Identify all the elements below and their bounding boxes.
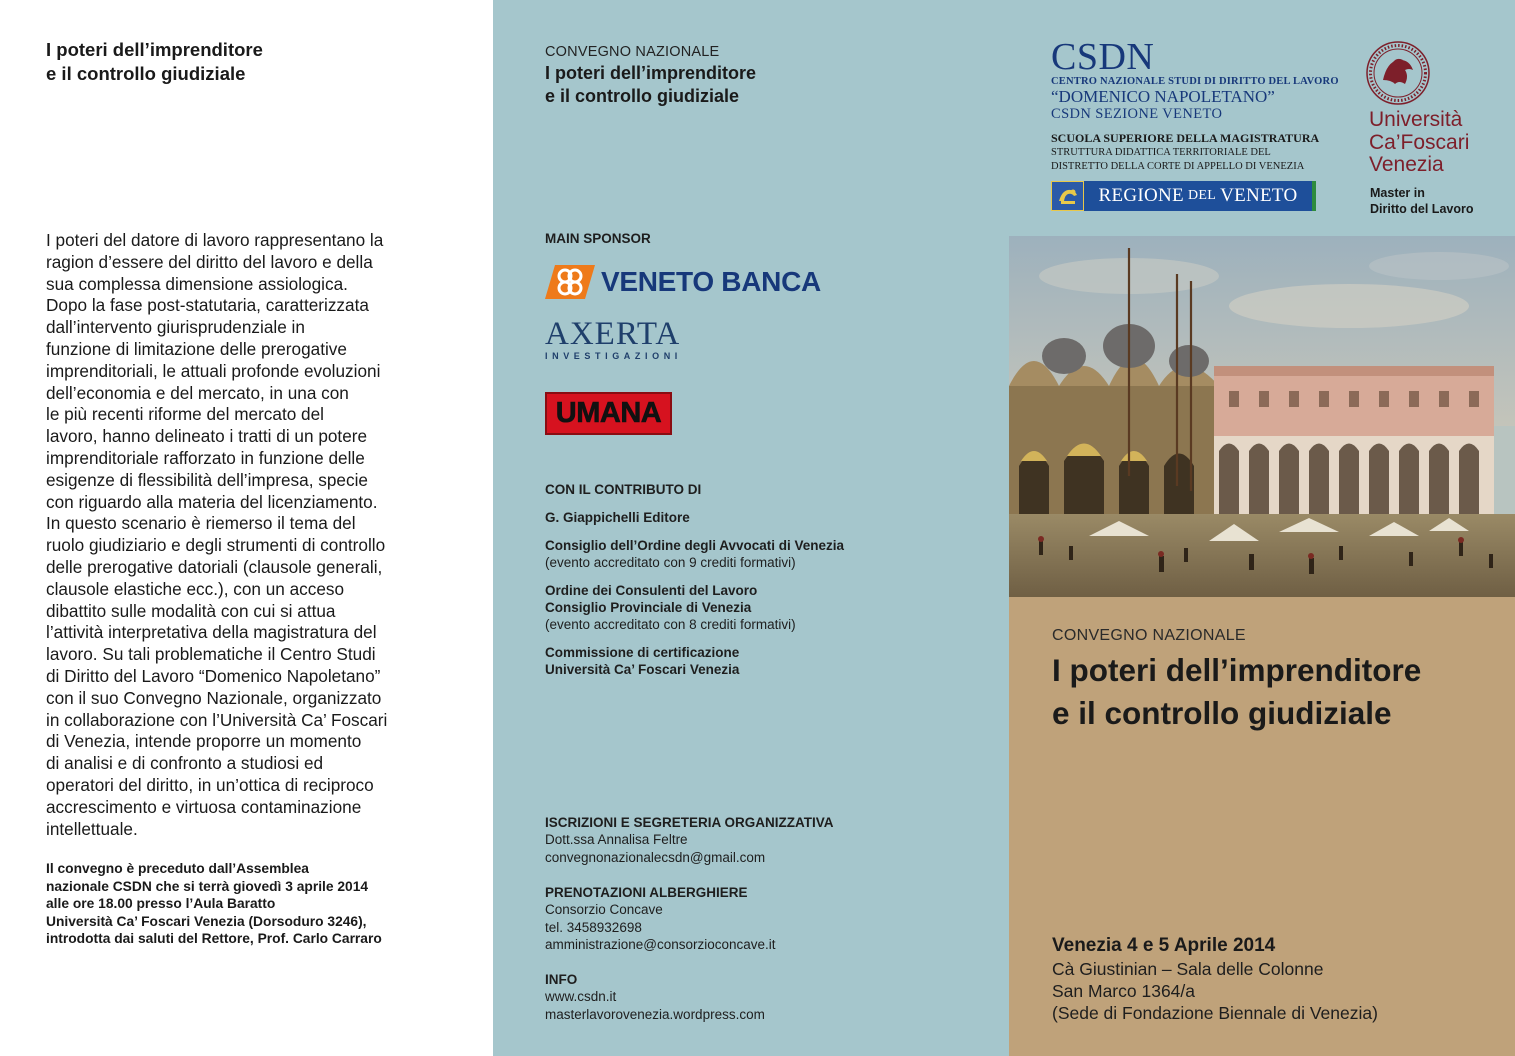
intro-line-16: delle prerogative datoriali (clausole generali, bbox=[46, 556, 383, 577]
ssm-block bbox=[1051, 131, 1319, 173]
main-sponsor-label: MAIN SPONSOR bbox=[545, 231, 651, 246]
event-venue-line-3: (Sede di Fondazione Biennale di Venezia) bbox=[1052, 1003, 1378, 1023]
left-title-line-2: e il controllo giudiziale bbox=[46, 63, 246, 84]
intro-line-21: di Diritto del Lavoro “Domenico Napoletano” bbox=[46, 665, 381, 686]
assembly-note bbox=[46, 860, 382, 948]
intro-line-23: in collaborazione con l’Università Ca’ Foscari bbox=[46, 709, 388, 730]
convention-title-line-2: e il controllo giudiziale bbox=[545, 85, 740, 106]
iscrizioni-email-link[interactable]: convegnonazionalecsdn@gmail.com bbox=[545, 849, 766, 865]
assembly-note-line-1: Il convegno è preceduto dall’Assemblea bbox=[46, 861, 309, 876]
contrib-consulenti-line-1: Ordine dei Consulenti del Lavoro bbox=[545, 583, 758, 598]
event-date: Venezia 4 e 5 Aprile 2014 bbox=[1052, 935, 1276, 956]
middle-panel bbox=[493, 0, 1009, 1056]
intro-line-8: dell’economia e del mercato, in una con bbox=[46, 382, 349, 403]
info-site-csdn-link[interactable]: www.csdn.it bbox=[545, 989, 617, 1005]
intro-line-2: ragion d’essere del diritto del lavoro e della bbox=[46, 251, 373, 272]
master-line-2: Diritto del Lavoro bbox=[1370, 202, 1474, 216]
cafoscari-line-3: Venezia bbox=[1369, 153, 1444, 176]
contrib-giappichelli-name: G. Giappichelli Editore bbox=[545, 510, 690, 525]
prenotazioni-tel: tel. 3458932698 bbox=[545, 919, 642, 935]
event-kicker: CONVEGNO NAZIONALE bbox=[1052, 627, 1246, 644]
info-block bbox=[545, 971, 765, 1023]
master-line-1: Master in bbox=[1370, 186, 1425, 200]
left-panel bbox=[0, 0, 493, 1056]
intro-line-26: operatori del diritto, in un’ottica di reciproco bbox=[46, 774, 374, 795]
regione-part-3: VENETO bbox=[1220, 185, 1298, 206]
event-venue bbox=[1052, 958, 1378, 1024]
intro-line-27: accrescimento e virtuosa contaminazione bbox=[46, 796, 362, 817]
intro-line-22: con il suo Convegno Nazionale, organizzato bbox=[46, 687, 382, 708]
prenotazioni-email-link[interactable]: amministrazione@consorzioconcave.it bbox=[545, 937, 776, 953]
cafoscari-line-1: Università bbox=[1369, 108, 1463, 131]
contrib-label: CON IL CONTRIBUTO DI bbox=[545, 482, 702, 497]
info-label: INFO bbox=[545, 972, 578, 987]
csdn-line-2: “DOMENICO NAPOLETANO” bbox=[1051, 87, 1275, 106]
cafoscari-name bbox=[1369, 109, 1469, 177]
intro-line-18: dibattito sulle modalità con cui si attua bbox=[46, 600, 336, 621]
intro-line-1: I poteri del datore di lavoro rappresentano la bbox=[46, 230, 384, 250]
intro-line-19: l’attività interpretativa della magistratura del bbox=[46, 622, 377, 643]
event-title-line-2: e il controllo giudiziale bbox=[1052, 695, 1392, 731]
left-title-line-1: I poteri dell’imprenditore bbox=[46, 39, 263, 60]
contrib-consulenti bbox=[545, 582, 796, 633]
master-label bbox=[1370, 185, 1473, 217]
ssm-line-2: STRUTTURA DIDATTICA TERRITORIALE DEL bbox=[1051, 147, 1271, 158]
axerta-logo bbox=[545, 318, 682, 362]
intro-line-4: Dopo la fase post-statutaria, caratterizzata bbox=[46, 295, 369, 316]
intro-line-17: clausole elastiche ecc.), con un acceso bbox=[46, 578, 345, 599]
iscrizioni-block bbox=[545, 814, 834, 866]
convention-kicker: CONVEGNO NAZIONALE bbox=[545, 44, 720, 60]
event-venue-line-2: San Marco 1364/a bbox=[1052, 981, 1196, 1001]
info-site-master-link[interactable]: masterlavorovenezia.wordpress.com bbox=[545, 1006, 765, 1022]
axerta-subtitle: INVESTIGAZIONI bbox=[545, 351, 682, 361]
intro-line-13: con riguardo alla materia del licenziamento. bbox=[46, 491, 378, 512]
csdn-line-3: CSDN SEZIONE VENETO bbox=[1051, 106, 1223, 122]
intro-line-15: ruolo giudiziario e degli strumenti di controllo bbox=[46, 535, 386, 556]
right-panel bbox=[1009, 0, 1515, 1056]
intro-line-11: imprenditoriale rafforzato in funzione delle bbox=[46, 447, 365, 468]
contrib-commissione-line-2: Università Ca’ Foscari Venezia bbox=[545, 662, 740, 677]
contrib-consulenti-note: (evento accreditato con 8 crediti formativi) bbox=[545, 617, 796, 632]
prenotazioni-name: Consorzio Concave bbox=[545, 902, 663, 918]
contrib-avvocati-name: Consiglio dell’Ordine degli Avvocati di Venezia bbox=[545, 538, 845, 553]
contrib-consulenti-line-2: Consiglio Provinciale di Venezia bbox=[545, 600, 752, 615]
contrib-commissione bbox=[545, 644, 739, 678]
convention-title bbox=[545, 62, 756, 107]
intro-line-9: le più recenti riforme del mercato del bbox=[46, 404, 324, 425]
convention-title-line-1: I poteri dell’imprenditore bbox=[545, 63, 757, 83]
intro-line-14: In questo scenario è riemerso il tema del bbox=[46, 513, 356, 534]
contrib-avvocati-note: (evento accreditato con 9 crediti formativi) bbox=[545, 555, 796, 570]
intro-line-3: sua complessa dimensione assiologica. bbox=[46, 273, 348, 294]
event-details-box bbox=[1009, 597, 1515, 1056]
prenotazioni-block bbox=[545, 884, 776, 954]
left-title bbox=[46, 38, 263, 86]
event-venue-line-1: Cà Giustinian – Sala delle Colonne bbox=[1052, 959, 1324, 979]
cafoscari-line-2: Ca’Foscari bbox=[1369, 130, 1470, 154]
intro-line-25: di analisi e di confronto a studiosi ed bbox=[46, 753, 324, 774]
umana-logo bbox=[545, 392, 672, 435]
intro-line-24: di Venezia, intende proporre un momento bbox=[46, 731, 362, 752]
assembly-note-line-2: nazionale CSDN che si terrà giovedì 3 aprile 2014 bbox=[46, 878, 369, 894]
event-title bbox=[1052, 649, 1421, 735]
csdn-line-1: CENTRO NAZIONALE STUDI DI DIRITTO DEL LAVORO bbox=[1051, 76, 1339, 87]
veneto-banca-mark-icon bbox=[545, 265, 595, 299]
piazza-san-marco-painting bbox=[1009, 236, 1515, 597]
intro-line-28: intellettuale. bbox=[46, 818, 138, 839]
assembly-note-line-5: introdotta dai saluti del Rettore, Prof. Carlo Carraro bbox=[46, 931, 382, 947]
contrib-avvocati bbox=[545, 537, 844, 571]
csdn-logo bbox=[1051, 36, 1339, 123]
iscrizioni-name: Dott.ssa Annalisa Feltre bbox=[545, 832, 688, 848]
assembly-note-line-4: Università Ca’ Foscari Venezia (Dorsoduro 3246), bbox=[46, 913, 367, 929]
regione-part-2: DEL bbox=[1187, 188, 1217, 203]
regione-veneto-logo bbox=[1051, 181, 1316, 211]
prenotazioni-label: PRENOTAZIONI ALBERGHIERE bbox=[545, 885, 748, 900]
contrib-commissione-line-1: Commissione di certificazione bbox=[545, 645, 740, 660]
iscrizioni-label: ISCRIZIONI E SEGRETERIA ORGANIZZATIVA bbox=[545, 815, 834, 830]
lion-emblem-icon bbox=[1051, 181, 1084, 211]
csdn-acronym: CSDN bbox=[1051, 36, 1155, 78]
intro-line-6: funzione di limitazione delle prerogative bbox=[46, 338, 347, 359]
ssm-line-1: SCUOLA SUPERIORE DELLA MAGISTRATURA bbox=[1051, 131, 1320, 145]
intro-line-20: lavoro. Su tali problematiche il Centro Studi bbox=[46, 644, 376, 665]
intro-paragraph bbox=[46, 230, 446, 840]
intro-line-7: imprenditoriali, le attuali profonde evoluzioni bbox=[46, 360, 381, 381]
veneto-banca-name: VENETO BANCA bbox=[601, 266, 821, 297]
assembly-note-line-3: alle ore 18.00 presso l’Aula Baratto bbox=[46, 896, 276, 912]
intro-line-10: lavoro, hanno delineato i tratti di un potere bbox=[46, 426, 368, 447]
umana-name: UMANA bbox=[555, 397, 662, 429]
veneto-banca-logo bbox=[545, 265, 821, 299]
axerta-name: AXERTA bbox=[545, 316, 681, 352]
cafoscari-seal-icon bbox=[1365, 40, 1431, 106]
event-title-line-1: I poteri dell’imprenditore bbox=[1052, 652, 1422, 688]
ssm-line-3: DISTRETTO DELLA CORTE DI APPELLO DI VENEZIA bbox=[1051, 160, 1305, 172]
contrib-giappichelli bbox=[545, 509, 690, 526]
intro-line-12: esigenze di flessibilità dell’impresa, specie bbox=[46, 469, 368, 490]
regione-part-1: REGIONE bbox=[1098, 185, 1184, 206]
regione-name bbox=[1084, 181, 1316, 211]
intro-line-5: dall’intervento giurisprudenziale in bbox=[46, 317, 305, 338]
